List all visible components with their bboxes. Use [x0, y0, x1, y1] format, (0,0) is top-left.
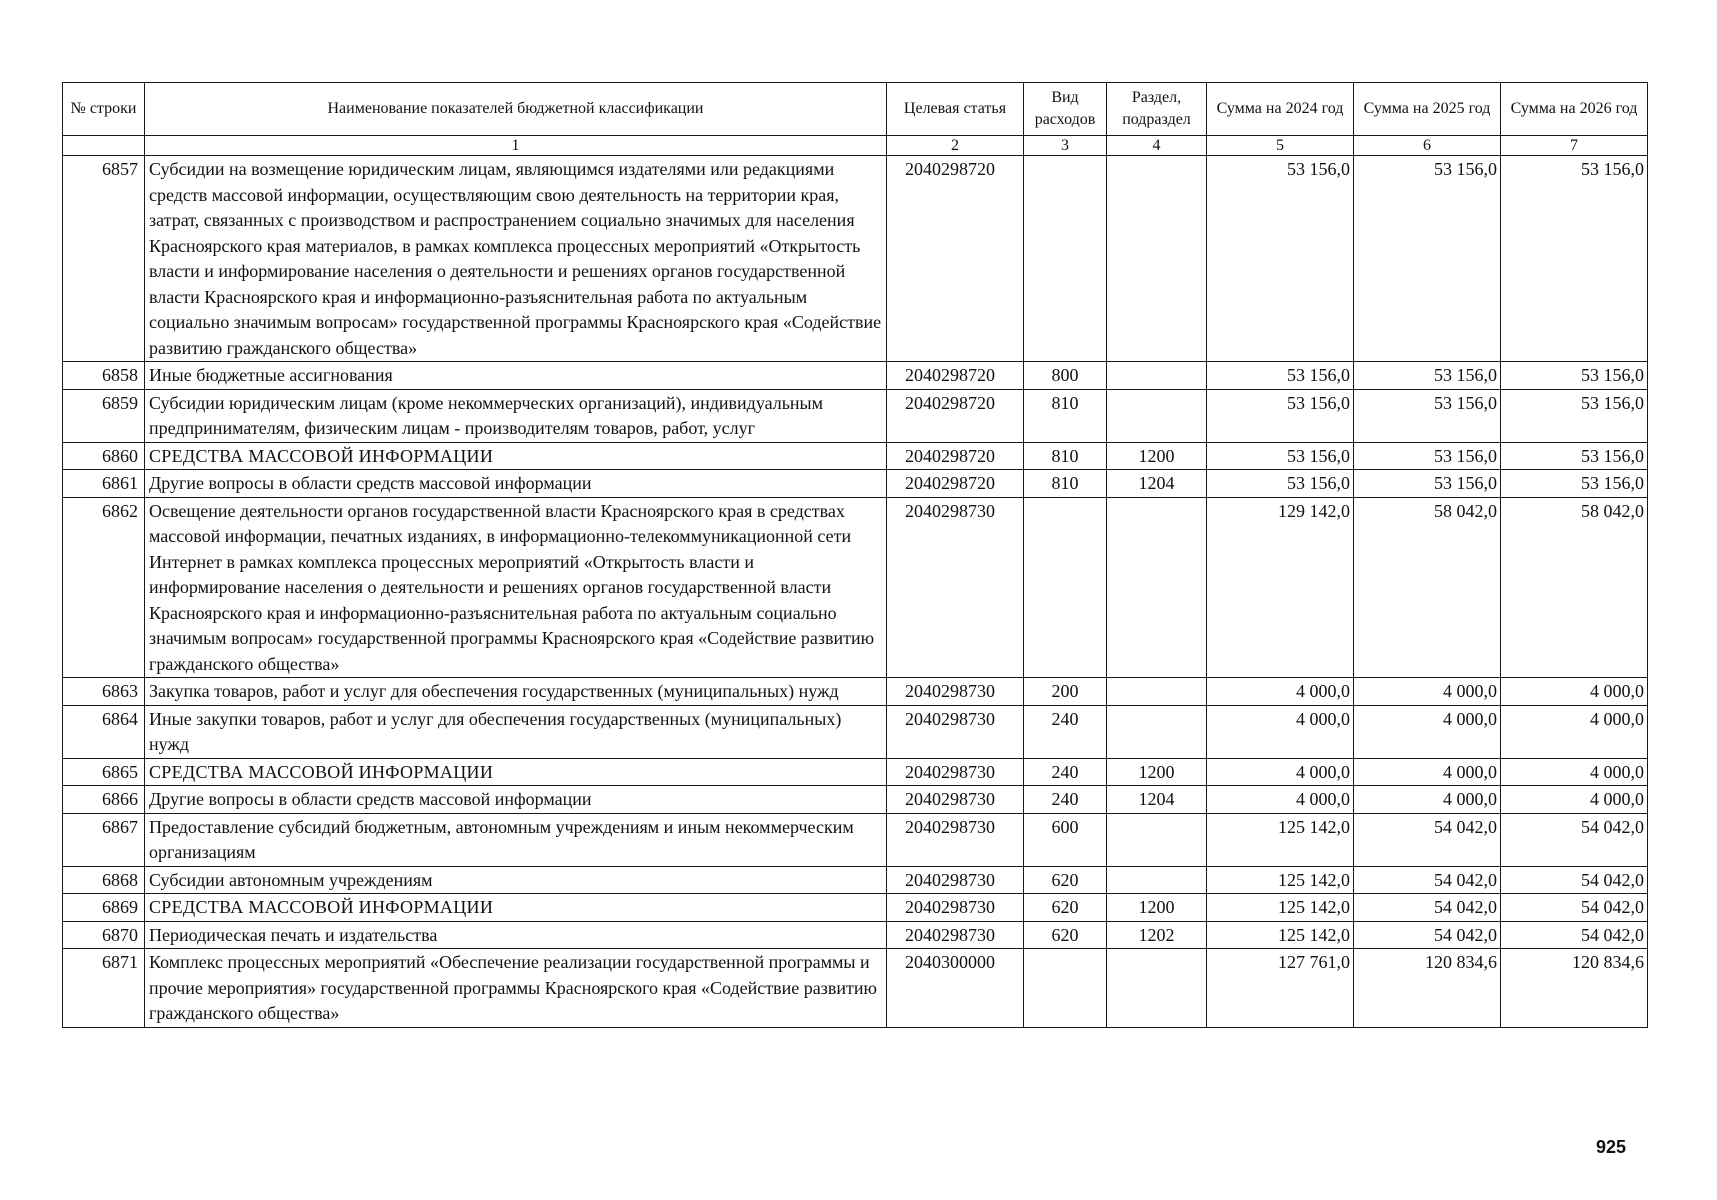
- expense-type: [1024, 497, 1107, 678]
- sum-2024: 125 142,0: [1207, 866, 1354, 894]
- sum-2026: 4 000,0: [1501, 758, 1648, 786]
- sum-2024: 53 156,0: [1207, 442, 1354, 470]
- table-row: [63, 813, 1648, 866]
- sum-2025: 54 042,0: [1354, 921, 1501, 949]
- section-subsection: [1107, 362, 1207, 390]
- sum-2026: 53 156,0: [1501, 156, 1648, 362]
- header-section-subsection: Раздел, подраздел: [1107, 83, 1207, 136]
- expense-type: 620: [1024, 921, 1107, 949]
- indicator-name: Закупка товаров, работ и услуг для обеспечения государственных (муниципальных) нужд: [145, 678, 887, 706]
- indicator-name: Субсидии на возмещение юридическим лицам, являющимся издателями или редакциями средств массовой информации, осуществляющим свою деятельность на территории края, затрат, связанных с производством и распространением социально значимых для населения Красноярского края материалов, в рамках комплекса процессных мероприятий «Открытость власти и информирование населения о деятельности и решениях органов государственной власти Красноярского края и информационно-разъяснительная работа по актуальным социально значимым вопросам» государственной программы Красноярского края «Содействие развитию гражданского общества»: [145, 156, 887, 362]
- sum-2025: 4 000,0: [1354, 678, 1501, 706]
- section-subsection: [1107, 813, 1207, 866]
- section-subsection: 1204: [1107, 470, 1207, 498]
- section-subsection: [1107, 389, 1207, 442]
- expense-type: 240: [1024, 758, 1107, 786]
- indicator-name: Освещение деятельности органов государственной власти Красноярского края в средствах массовой информации, печатных изданиях, в информационно-телекоммуникационной сети Интернет в рамках комплекса процессных мероприятий «Открытость власти и информирование населения о деятельности и решениях органов государственной власти Красноярского края и информационно-разъяснительная работа по актуальным социально значимым вопросам» государственной программы Красноярского края «Содействие развитию гражданского общества»: [145, 497, 887, 678]
- sum-2025: 53 156,0: [1354, 156, 1501, 362]
- table-row: [63, 949, 1648, 1028]
- row-number: 6861: [63, 470, 145, 498]
- table-row: [63, 921, 1648, 949]
- sum-2024: 53 156,0: [1207, 362, 1354, 390]
- section-subsection: [1107, 678, 1207, 706]
- table-row: [63, 758, 1648, 786]
- column-number-blank: [63, 136, 145, 156]
- sum-2026: 58 042,0: [1501, 497, 1648, 678]
- sum-2026: 4 000,0: [1501, 786, 1648, 814]
- sum-2024: 53 156,0: [1207, 470, 1354, 498]
- sum-2024: 4 000,0: [1207, 678, 1354, 706]
- section-subsection: [1107, 497, 1207, 678]
- sum-2026: 53 156,0: [1501, 362, 1648, 390]
- column-number: 5: [1207, 136, 1354, 156]
- sum-2025: 4 000,0: [1354, 786, 1501, 814]
- sum-2024: 129 142,0: [1207, 497, 1354, 678]
- sum-2025: 54 042,0: [1354, 894, 1501, 922]
- section-subsection: [1107, 866, 1207, 894]
- sum-2024: 125 142,0: [1207, 894, 1354, 922]
- column-number: 6: [1354, 136, 1501, 156]
- expense-type: 800: [1024, 362, 1107, 390]
- sum-2024: 125 142,0: [1207, 813, 1354, 866]
- row-number: 6860: [63, 442, 145, 470]
- row-number: 6866: [63, 786, 145, 814]
- target-article: 2040298730: [887, 705, 1024, 758]
- row-number: 6859: [63, 389, 145, 442]
- indicator-name: СРЕДСТВА МАССОВОЙ ИНФОРМАЦИИ: [145, 442, 887, 470]
- section-subsection: 1204: [1107, 786, 1207, 814]
- indicator-name: Иные закупки товаров, работ и услуг для обеспечения государственных (муниципальных) нужд: [145, 705, 887, 758]
- sum-2025: 53 156,0: [1354, 442, 1501, 470]
- row-number: 6858: [63, 362, 145, 390]
- target-article: 2040298730: [887, 813, 1024, 866]
- table-row: [63, 362, 1648, 390]
- indicator-name: Субсидии юридическим лицам (кроме некоммерческих организаций), индивидуальным предпринимателям, физическим лицам - производителям товаров, работ, услуг: [145, 389, 887, 442]
- indicator-name: Периодическая печать и издательства: [145, 921, 887, 949]
- sum-2026: 4 000,0: [1501, 705, 1648, 758]
- target-article: 2040298730: [887, 866, 1024, 894]
- sum-2024: 53 156,0: [1207, 389, 1354, 442]
- table-row: [63, 894, 1648, 922]
- sum-2024: 4 000,0: [1207, 758, 1354, 786]
- section-subsection: 1200: [1107, 758, 1207, 786]
- table-row: [63, 678, 1648, 706]
- row-number: 6870: [63, 921, 145, 949]
- indicator-name: Субсидии автономным учреждениям: [145, 866, 887, 894]
- header-expense-type: Вид расходов: [1024, 83, 1107, 136]
- section-subsection: [1107, 705, 1207, 758]
- sum-2025: 53 156,0: [1354, 389, 1501, 442]
- indicator-name: Другие вопросы в области средств массовой информации: [145, 786, 887, 814]
- column-number: 3: [1024, 136, 1107, 156]
- sum-2025: 4 000,0: [1354, 705, 1501, 758]
- sum-2026: 54 042,0: [1501, 866, 1648, 894]
- row-number: 6864: [63, 705, 145, 758]
- sum-2025: 53 156,0: [1354, 470, 1501, 498]
- sum-2026: 53 156,0: [1501, 442, 1648, 470]
- target-article: 2040298730: [887, 786, 1024, 814]
- indicator-name: Иные бюджетные ассигнования: [145, 362, 887, 390]
- column-number: 2: [887, 136, 1024, 156]
- target-article: 2040298730: [887, 678, 1024, 706]
- sum-2025: 58 042,0: [1354, 497, 1501, 678]
- sum-2025: 54 042,0: [1354, 866, 1501, 894]
- expense-type: 600: [1024, 813, 1107, 866]
- expense-type: 810: [1024, 389, 1107, 442]
- table-row: [63, 705, 1648, 758]
- expense-type: 810: [1024, 470, 1107, 498]
- indicator-name: Комплекс процессных мероприятий «Обеспечение реализации государственной программы и прочие мероприятия» государственной программы Красноярского края «Содействие развитию гражданского общества»: [145, 949, 887, 1028]
- budget-table: [62, 82, 1648, 1028]
- sum-2024: 4 000,0: [1207, 705, 1354, 758]
- header-sum-2024: Сумма на 2024 год: [1207, 83, 1354, 136]
- expense-type: 620: [1024, 894, 1107, 922]
- header-row-number: № строки: [63, 83, 145, 136]
- page-number: 925: [1596, 1137, 1627, 1157]
- header-row: [63, 83, 1648, 136]
- target-article: 2040298720: [887, 362, 1024, 390]
- header-target-article: Целевая статья: [887, 83, 1024, 136]
- table-row: [63, 156, 1648, 362]
- section-subsection: 1200: [1107, 442, 1207, 470]
- column-number: 4: [1107, 136, 1207, 156]
- expense-type: 240: [1024, 786, 1107, 814]
- expense-type: 810: [1024, 442, 1107, 470]
- sum-2026: 120 834,6: [1501, 949, 1648, 1028]
- target-article: 2040298720: [887, 389, 1024, 442]
- target-article: 2040298730: [887, 921, 1024, 949]
- sum-2026: 53 156,0: [1501, 389, 1648, 442]
- sum-2026: 54 042,0: [1501, 813, 1648, 866]
- indicator-name: Предоставление субсидий бюджетным, автономным учреждениям и иным некоммерческим организациям: [145, 813, 887, 866]
- column-number: 1: [145, 136, 887, 156]
- sum-2026: 54 042,0: [1501, 894, 1648, 922]
- sum-2025: 54 042,0: [1354, 813, 1501, 866]
- table-row: [63, 497, 1648, 678]
- sum-2024: 127 761,0: [1207, 949, 1354, 1028]
- sum-2026: 53 156,0: [1501, 470, 1648, 498]
- sum-2025: 120 834,6: [1354, 949, 1501, 1028]
- sum-2024: 4 000,0: [1207, 786, 1354, 814]
- row-number: 6871: [63, 949, 145, 1028]
- sum-2026: 4 000,0: [1501, 678, 1648, 706]
- row-number: 6862: [63, 497, 145, 678]
- expense-type: 620: [1024, 866, 1107, 894]
- table-row: [63, 442, 1648, 470]
- target-article: 2040298720: [887, 442, 1024, 470]
- section-subsection: 1202: [1107, 921, 1207, 949]
- row-number: 6868: [63, 866, 145, 894]
- expense-type: [1024, 949, 1107, 1028]
- expense-type: [1024, 156, 1107, 362]
- indicator-name: СРЕДСТВА МАССОВОЙ ИНФОРМАЦИИ: [145, 758, 887, 786]
- sum-2026: 54 042,0: [1501, 921, 1648, 949]
- sum-2025: 53 156,0: [1354, 362, 1501, 390]
- header-sum-2026: Сумма на 2026 год: [1501, 83, 1648, 136]
- sum-2024: 125 142,0: [1207, 921, 1354, 949]
- expense-type: 200: [1024, 678, 1107, 706]
- indicator-name: Другие вопросы в области средств массовой информации: [145, 470, 887, 498]
- section-subsection: [1107, 949, 1207, 1028]
- row-number: 6863: [63, 678, 145, 706]
- target-article: 2040298720: [887, 156, 1024, 362]
- row-number: 6857: [63, 156, 145, 362]
- target-article: 2040298730: [887, 758, 1024, 786]
- table-row: [63, 786, 1648, 814]
- target-article: 2040298720: [887, 470, 1024, 498]
- sum-2024: 53 156,0: [1207, 156, 1354, 362]
- row-number: 6867: [63, 813, 145, 866]
- target-article: 2040298730: [887, 497, 1024, 678]
- expense-type: 240: [1024, 705, 1107, 758]
- column-number: 7: [1501, 136, 1648, 156]
- header-sum-2025: Сумма на 2025 год: [1354, 83, 1501, 136]
- section-subsection: 1200: [1107, 894, 1207, 922]
- header-indicator-name: Наименование показателей бюджетной классификации: [145, 83, 887, 136]
- table-row: [63, 470, 1648, 498]
- row-number: 6865: [63, 758, 145, 786]
- row-number: 6869: [63, 894, 145, 922]
- target-article: 2040298730: [887, 894, 1024, 922]
- target-article: 2040300000: [887, 949, 1024, 1028]
- sum-2025: 4 000,0: [1354, 758, 1501, 786]
- indicator-name: СРЕДСТВА МАССОВОЙ ИНФОРМАЦИИ: [145, 894, 887, 922]
- table-row: [63, 866, 1648, 894]
- table-row: [63, 389, 1648, 442]
- section-subsection: [1107, 156, 1207, 362]
- column-number-row: [63, 136, 1648, 156]
